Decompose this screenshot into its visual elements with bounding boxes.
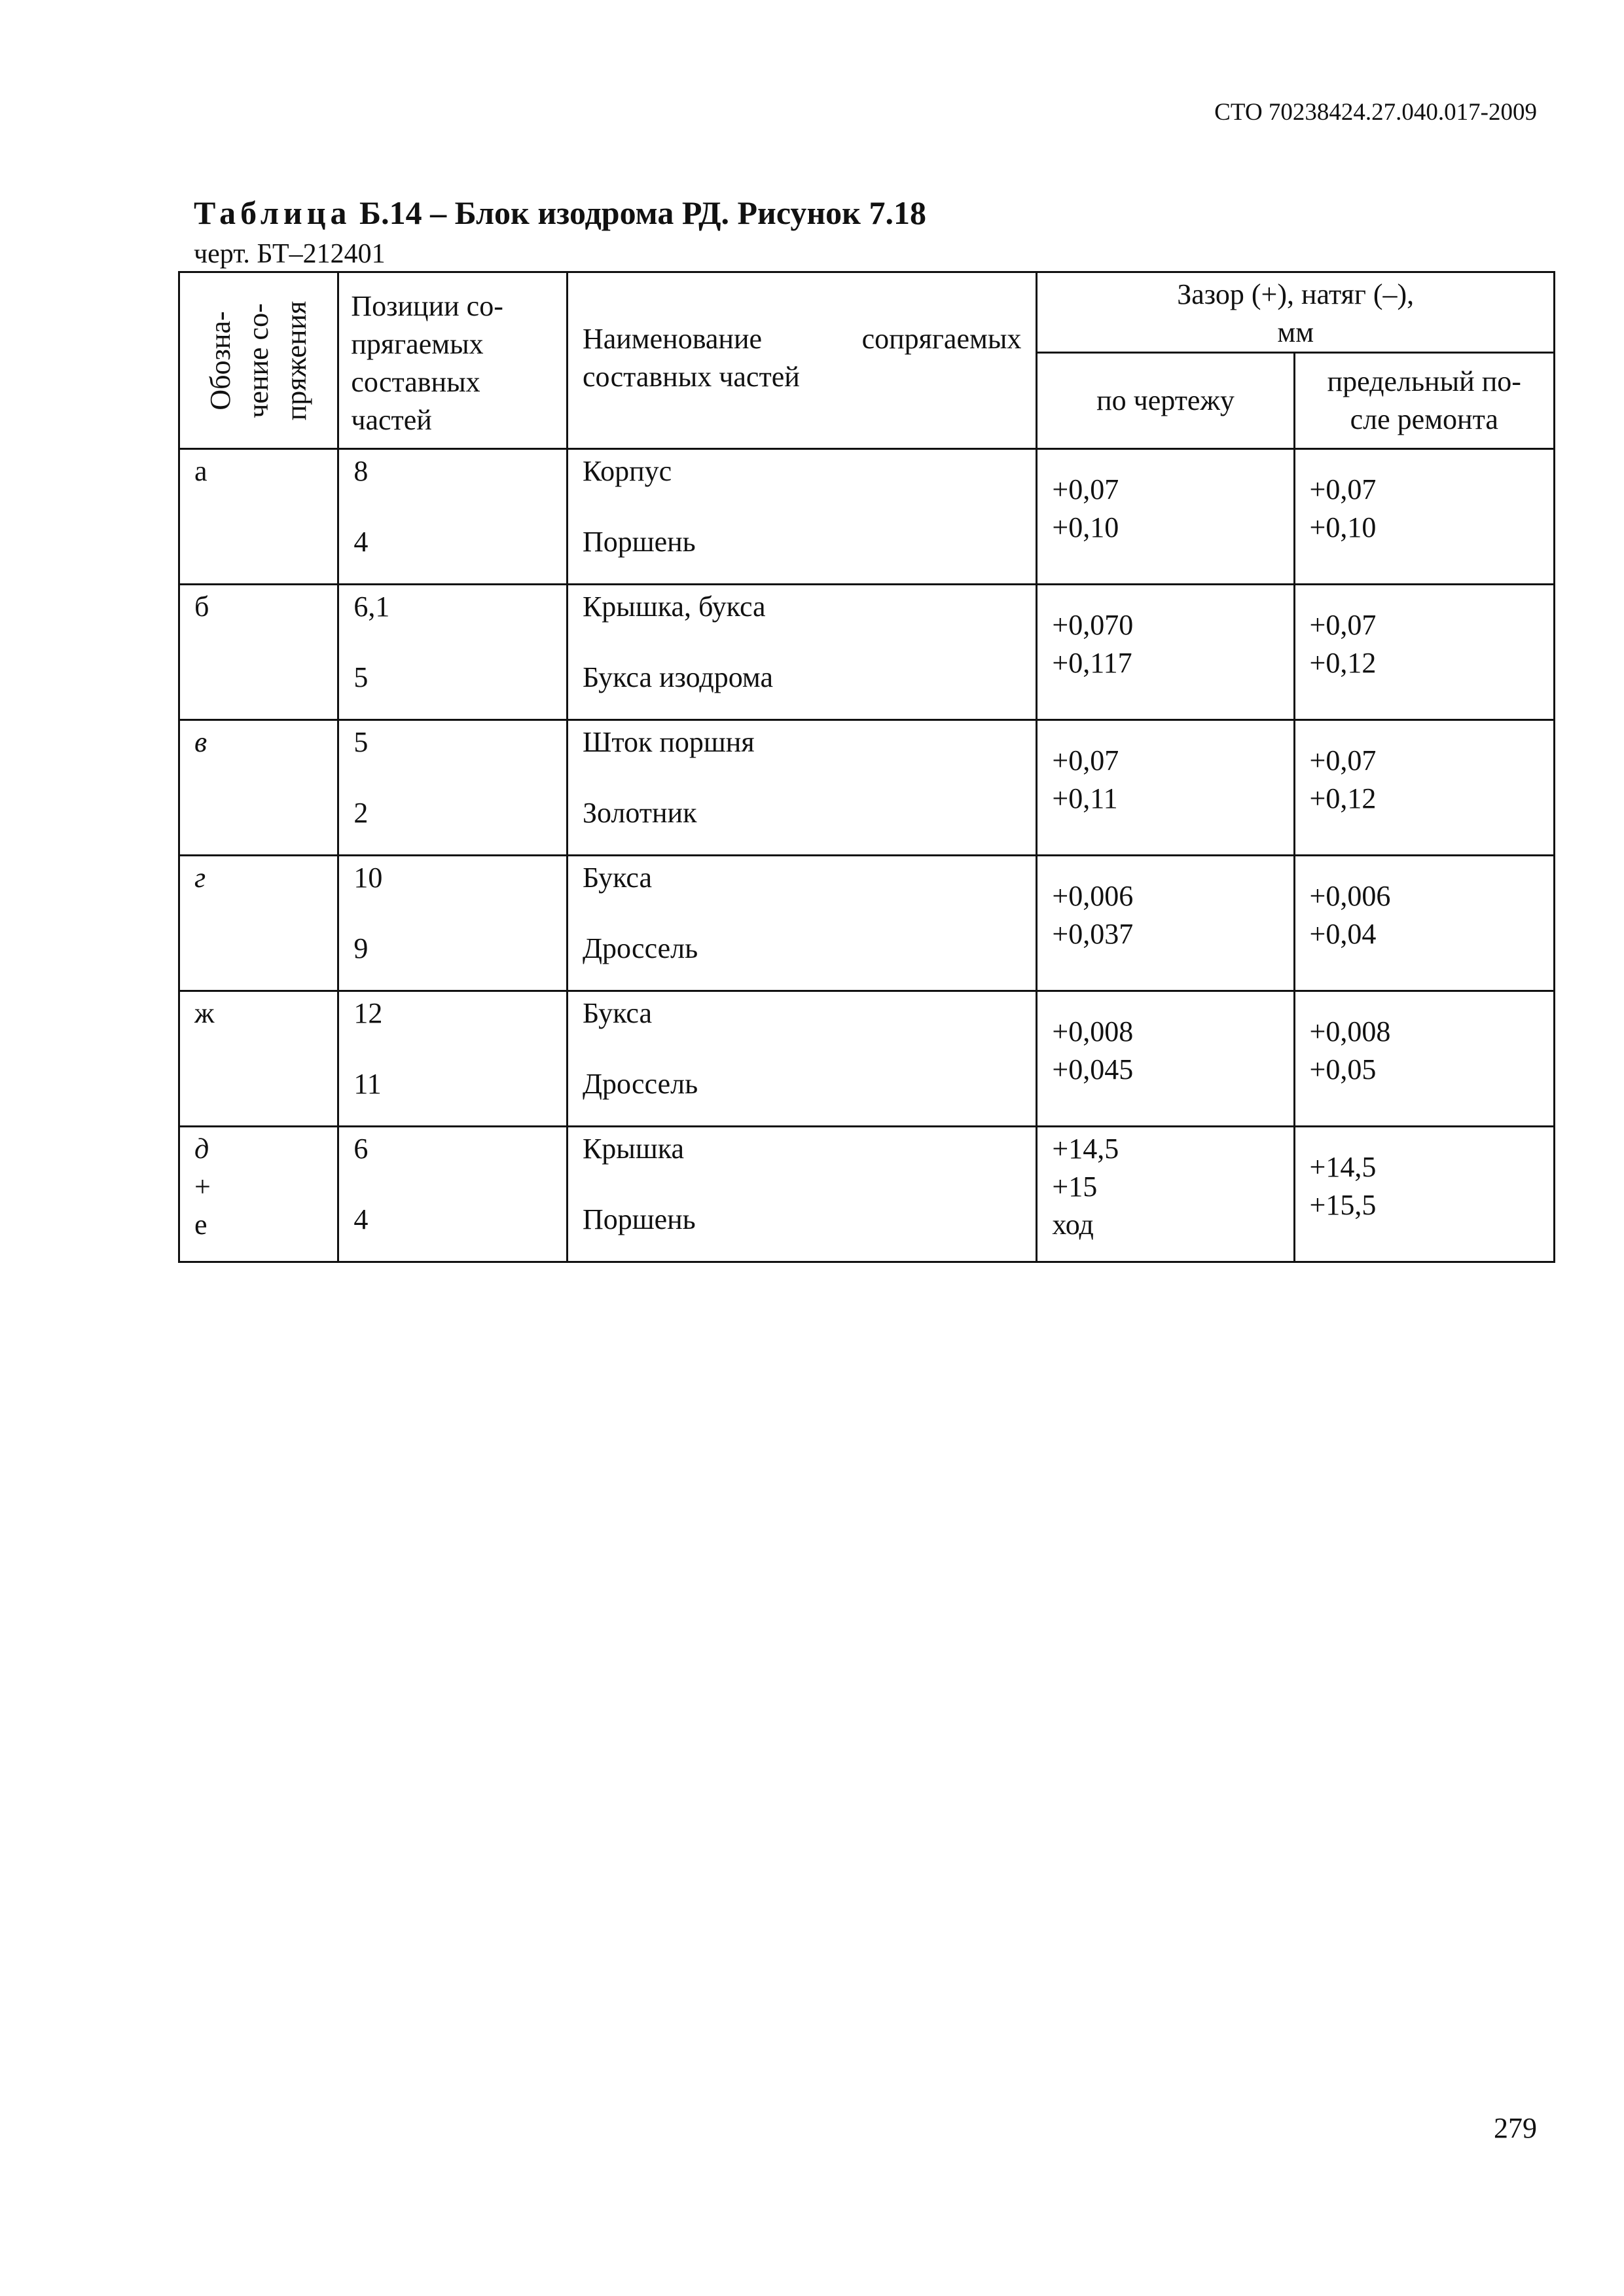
cell-per-drawing-line: +14,5 (1052, 1133, 1119, 1165)
cell-mark (179, 991, 338, 1127)
header-positions-line: составных (351, 366, 480, 398)
header-mark-line: чение со- (242, 302, 275, 418)
cell-limit-line: +0,12 (1309, 782, 1377, 814)
header-clearance (1037, 272, 1555, 353)
cell-per-drawing (1037, 585, 1294, 720)
cell-per-drawing-line: +0,11 (1052, 782, 1118, 814)
cell-per-drawing-line: +0,008 (1052, 1015, 1134, 1048)
cell-mark-line: ж (194, 997, 215, 1029)
cell-mark (179, 449, 338, 585)
cell-mark-line: б (194, 591, 209, 623)
cell-mark-line: г (194, 862, 206, 894)
header-positions-line: Позиции со- (351, 290, 503, 322)
page-number: 279 (1494, 2112, 1537, 2144)
cell-positions (338, 856, 568, 991)
header-positions (338, 272, 568, 449)
header-clearance-unit: мм (1277, 316, 1314, 348)
header-clearance-line: Зазор (+), натяг (–), (1177, 278, 1415, 310)
cell-positions-line: 11 (353, 1068, 382, 1100)
cell-per-drawing (1037, 991, 1294, 1127)
header-limit-after-repair (1294, 353, 1554, 449)
cell-part-names (567, 1127, 1036, 1262)
cell-limit (1294, 856, 1554, 991)
cell-limit-line: +0,07 (1309, 744, 1377, 776)
cell-part-names (567, 856, 1036, 991)
cell-per-drawing-line: +0,07 (1052, 473, 1119, 505)
cell-positions-line: 4 (353, 1203, 369, 1235)
cell-mark-line: а (194, 455, 208, 487)
cell-per-drawing-line: +0,10 (1052, 511, 1119, 543)
cell-mark-line: + (194, 1171, 211, 1203)
cell-mark (179, 1127, 338, 1262)
header-positions-line: частей (351, 404, 432, 436)
cell-limit-line: +0,10 (1309, 511, 1377, 543)
mating-parts-table (178, 271, 1555, 1263)
cell-per-drawing (1037, 449, 1294, 585)
table-row (179, 1127, 1555, 1262)
table-row (179, 856, 1555, 991)
header-name-line: составных частей (582, 361, 800, 393)
header-name-word: сопрягаемых (861, 323, 1022, 355)
table-title-rest: Б.14 – Блок изодрома РД. Рисунок 7.18 (351, 194, 926, 231)
table-row (179, 449, 1555, 585)
cell-mark (179, 856, 338, 991)
cell-positions-line: 8 (353, 455, 369, 487)
cell-positions (338, 991, 568, 1127)
table-row (179, 991, 1555, 1127)
header-limit-line: сле ремонта (1350, 403, 1498, 435)
cell-limit-line: +14,5 (1309, 1151, 1377, 1183)
cell-positions (338, 449, 568, 585)
cell-part-names-line: Золотник (582, 797, 697, 829)
cell-limit-line: +0,008 (1309, 1015, 1391, 1048)
cell-per-drawing-line: +0,006 (1052, 880, 1134, 912)
cell-mark (179, 720, 338, 856)
cell-per-drawing-line: +0,070 (1052, 609, 1134, 641)
cell-part-names (567, 720, 1036, 856)
cell-mark-line: д (194, 1133, 209, 1165)
table-row (179, 585, 1555, 720)
cell-per-drawing-line: +15 (1052, 1171, 1098, 1203)
cell-per-drawing (1037, 1127, 1294, 1262)
cell-per-drawing-line: ход (1052, 1209, 1094, 1241)
cell-part-names (567, 449, 1036, 585)
cell-part-names-line: Крышка (582, 1133, 684, 1165)
cell-part-names-line: Поршень (582, 526, 696, 558)
header-positions-line: прягаемых (351, 328, 484, 360)
drawing-reference: черт. БТ–212401 (194, 239, 386, 269)
cell-part-names (567, 585, 1036, 720)
header-mark (179, 272, 338, 449)
cell-limit (1294, 1127, 1554, 1262)
table-row (179, 720, 1555, 856)
cell-limit-line: +0,006 (1309, 880, 1391, 912)
header-limit-line: предельный по- (1327, 365, 1521, 397)
cell-part-names-line: Букса изодрома (582, 661, 774, 693)
cell-limit-line: +0,07 (1309, 609, 1377, 641)
cell-per-drawing-line: +0,117 (1052, 647, 1132, 679)
cell-positions (338, 585, 568, 720)
cell-per-drawing (1037, 856, 1294, 991)
cell-per-drawing (1037, 720, 1294, 856)
cell-limit (1294, 449, 1554, 585)
cell-per-drawing-line: +0,07 (1052, 744, 1119, 776)
cell-limit-line: +0,05 (1309, 1053, 1377, 1085)
cell-mark (179, 585, 338, 720)
cell-limit (1294, 585, 1554, 720)
cell-positions-line: 9 (353, 932, 369, 964)
cell-positions-line: 5 (353, 661, 369, 693)
cell-part-names-line: Шток поршня (582, 726, 755, 758)
cell-positions-line: 6 (353, 1133, 369, 1165)
cell-positions-line: 4 (353, 526, 369, 558)
cell-part-names (567, 991, 1036, 1127)
cell-limit (1294, 720, 1554, 856)
header-mark-line: пряжения (280, 301, 313, 420)
cell-mark-line: в (194, 726, 208, 758)
document-code: СТО 70238424.27.040.017-2009 (1214, 99, 1537, 126)
cell-part-names-line: Крышка, букса (582, 591, 766, 623)
cell-positions-line: 5 (353, 726, 369, 758)
cell-per-drawing-line: +0,037 (1052, 918, 1134, 950)
cell-limit-line: +0,07 (1309, 473, 1377, 505)
cell-positions-line: 2 (353, 797, 369, 829)
cell-limit-line: +0,04 (1309, 918, 1377, 950)
cell-part-names-line: Дроссель (582, 1068, 698, 1100)
cell-limit-line: +15,5 (1309, 1189, 1377, 1221)
cell-part-names-line: Корпус (582, 455, 672, 487)
header-per-drawing: по чертежу (1037, 353, 1294, 449)
cell-per-drawing-line: +0,045 (1052, 1053, 1134, 1085)
cell-limit (1294, 991, 1554, 1127)
cell-positions-line: 10 (353, 862, 383, 894)
table-title (194, 194, 926, 232)
cell-part-names-line: Букса (582, 862, 652, 894)
cell-positions (338, 720, 568, 856)
header-name-word: Наименование (582, 323, 763, 355)
cell-limit-line: +0,12 (1309, 647, 1377, 679)
header-mark-line: Обозна- (204, 310, 237, 410)
cell-positions-line: 12 (353, 997, 383, 1029)
cell-positions (338, 1127, 568, 1262)
table-title-word: Таблица (194, 194, 352, 231)
cell-mark-line: е (194, 1209, 208, 1241)
header-part-names (567, 272, 1036, 449)
cell-part-names-line: Дроссель (582, 932, 698, 964)
cell-positions-line: 6,1 (353, 591, 390, 623)
cell-part-names-line: Букса (582, 997, 652, 1029)
cell-part-names-line: Поршень (582, 1203, 696, 1235)
